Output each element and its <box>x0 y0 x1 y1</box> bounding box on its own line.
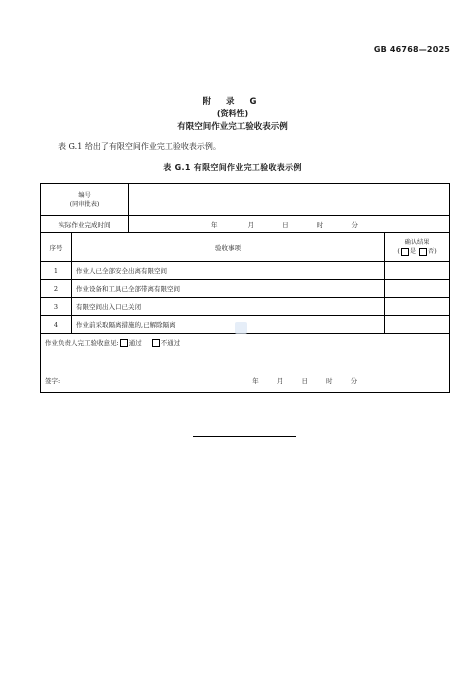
item-text: 作业设备和工具已全部带离有限空间 <box>72 280 385 298</box>
time-unit-year: 年 <box>211 220 218 229</box>
col-header-seq: 序号 <box>41 233 72 262</box>
time-unit-hour: 时 <box>316 220 324 229</box>
opinion-row <box>41 334 450 393</box>
item-text: 作业人已全部安全出离有限空间 <box>72 262 385 280</box>
opinion-label: 作业负责人完工验收意见: <box>45 339 119 347</box>
number-label: 编号 <box>78 191 91 199</box>
table-row <box>41 298 450 316</box>
sign-line <box>45 376 443 385</box>
confirm-no-label: 否 <box>428 248 435 255</box>
item-seq: 4 <box>41 316 72 334</box>
item-seq: 1 <box>41 262 72 280</box>
sign-unit-year: 年 <box>252 377 259 385</box>
item-seq: 2 <box>41 280 72 298</box>
opinion-fail-label: 不通过 <box>160 339 181 347</box>
time-unit-month: 月 <box>247 220 255 229</box>
item-confirm-cell[interactable] <box>385 298 450 316</box>
confirm-header-options: ( 是 否) <box>397 248 437 255</box>
header-row <box>41 233 450 262</box>
standard-code: GB 46768—2025 <box>373 45 450 54</box>
number-label-cell <box>41 184 129 216</box>
sign-unit-hour: 时 <box>326 377 333 385</box>
item-text: 有限空间出入口已关闭 <box>72 298 385 316</box>
sign-unit-month: 月 <box>276 377 284 385</box>
item-confirm-cell[interactable] <box>385 316 450 334</box>
watermark-icon <box>235 322 247 334</box>
acceptance-form-table <box>40 183 450 393</box>
annex-heading: 有限空间作业完工验收表示例 <box>177 122 288 132</box>
time-unit-minute: 分 <box>351 220 358 229</box>
item-seq: 3 <box>41 298 72 316</box>
sign-unit-minute: 分 <box>350 377 358 385</box>
annex-note: (资料性) <box>216 109 249 118</box>
completion-time-row <box>41 216 450 233</box>
completion-time-label: 实际作业完成时间 <box>41 216 129 233</box>
item-confirm-cell[interactable] <box>385 262 450 280</box>
intro-text: 表 G.1 给出了有限空间作业完工验收表示例。 <box>58 142 221 151</box>
opinion-sign-cell[interactable] <box>41 334 450 393</box>
item-text: 作业前采取隔离措施的,已解除隔离 <box>72 316 385 334</box>
checkbox-icon[interactable] <box>120 339 128 347</box>
table-row <box>41 262 450 280</box>
table-caption: 表 G.1 有限空间作业完工验收表示例 <box>163 163 302 172</box>
sign-label: 签字: <box>45 377 61 385</box>
opinion-line <box>45 338 180 347</box>
time-unit-day: 日 <box>282 220 289 229</box>
annex-title: 附 录 G <box>202 97 263 107</box>
col-header-confirm <box>385 233 450 262</box>
checkbox-icon[interactable] <box>152 339 160 347</box>
number-label-note: (同审批表) <box>69 200 100 208</box>
confirm-header-label: 确认结果 <box>404 239 430 246</box>
col-header-item: 验收事项 <box>72 233 385 262</box>
opinion-pass-label: 通过 <box>128 339 142 347</box>
sign-unit-day: 日 <box>301 377 308 385</box>
table-row <box>41 280 450 298</box>
checkbox-icon <box>401 248 409 256</box>
end-rule <box>193 436 296 437</box>
checkbox-icon <box>419 248 427 256</box>
number-value-cell[interactable] <box>129 184 450 216</box>
completion-time-value[interactable] <box>129 216 450 233</box>
confirm-yes-label: 是 <box>409 248 417 255</box>
number-row <box>41 184 450 216</box>
item-confirm-cell[interactable] <box>385 280 450 298</box>
